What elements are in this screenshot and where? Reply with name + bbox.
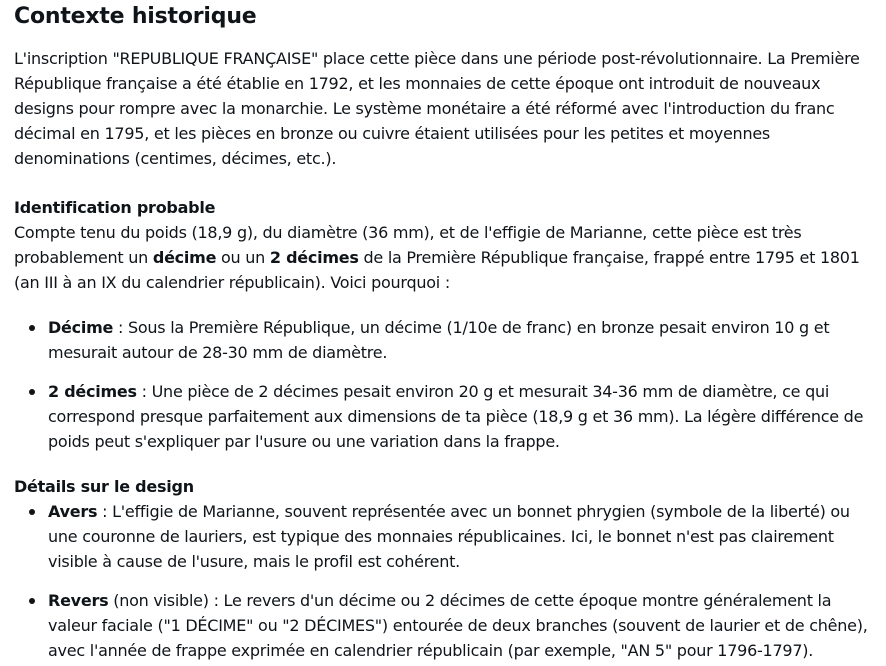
list-item-text: (non visible) : Le revers d'un décime ou 2 décimes de cette époque montre généralement la valeur faciale ("1 DÉCIME" ou "2 DÉCIMES") entourée de deux branches (souvent de laurier et de chêne), avec l'année de frappe exprimée en calendrier républicain (par exemple, "AN 5" pour 1796-1797). [48,591,868,660]
list-item-text: : Une pièce de 2 décimes pesait environ 20 g et mesurait 34-36 mm de diamètre, ce qui correspond presque parfaitement aux dimensions de ta pièce (18,9 g et 36 mm). La légère différence de poids peut s'expliquer par l'usure ou une variation dans la frappe. [48,382,864,451]
section-heading: Contexte historique [14,4,257,29]
list-item-text: : Sous la Première République, un décime (1/10e de franc) en bronze pesait environ 10 g et mesurait autour de 28-30 mm de diamètre. [48,318,830,362]
bullet-dot [29,598,35,604]
list-item-text: : L'effigie de Marianne, souvent représentée avec un bonnet phrygien (symbole de la liberté) ou une couronne de lauriers, est typique des monnaies républicaines. Ici, le bonnet n'est pas clairement visible à cause de l'usure, mais le profil est cohérent. [48,502,850,571]
identification-text-b: ou un [216,248,270,267]
list-item [14,499,876,574]
identification-list [14,315,876,454]
identification-text-a: Compte tenu du poids (18,9 g), du diamètre (36 mm), et de l'effigie de Marianne, cette pièce est très probablement un [14,223,802,267]
list-item-term: Décime [48,318,114,337]
identification-paragraph [14,195,876,295]
identification-bold-decime: décime [152,248,217,267]
list-item [14,379,876,454]
identification-bold-2-decimes: 2 décimes [269,248,359,267]
list-item-term: Revers [48,591,109,610]
bullet-dot [29,509,35,515]
list-item-term: 2 décimes [48,382,137,401]
bullet-dot [29,389,35,395]
list-item [14,315,876,365]
list-item [14,588,876,663]
identification-text-c: de la Première République française, frappé entre 1795 et 1801 (an III à an IX du calendrier républicain). Voici pourquoi : [14,248,860,292]
design-title: Détails sur le design [14,477,194,496]
identification-title: Identification probable [14,198,216,217]
bullet-dot [29,325,35,331]
design-list [14,499,876,663]
list-item-term: Avers [48,502,98,521]
design-title-paragraph [14,474,876,499]
intro-paragraph: L'inscription "REPUBLIQUE FRANÇAISE" place cette pièce dans une période post-révolutionnaire. La Première République française a été établie en 1792, et les monnaies de cette époque ont introduit de nouveaux designs pour rompre avec la monarchie. Le système monétaire a été réformé avec l'introduction du franc décimal en 1795, et les pièces en bronze ou cuivre étaient utilisées pour les petites et moyennes denominations (centimes, décimes, etc.). [14,49,860,168]
